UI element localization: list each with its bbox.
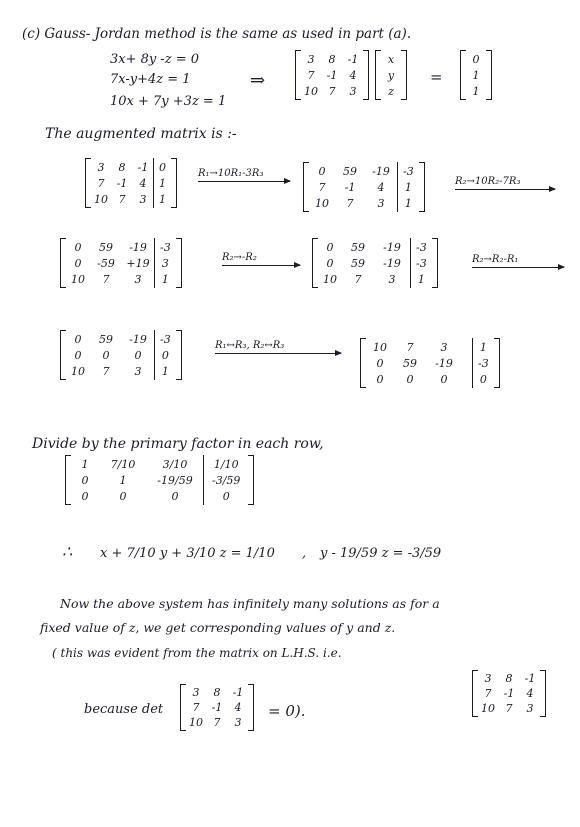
matrix-entry: 59 <box>99 332 113 346</box>
matrix-entry: 10 <box>304 84 318 98</box>
matrix-entry: 0 <box>376 356 384 370</box>
matrix-entry: -19 <box>372 164 390 178</box>
determinant-result: = 0). <box>268 702 306 720</box>
matrix-entry: 10 <box>94 192 108 206</box>
matrix-entry: 10 <box>373 340 387 354</box>
matrix-entry: -19 <box>383 256 401 270</box>
vector-entry: 0 <box>479 372 487 386</box>
augmented-column <box>153 158 171 208</box>
equation-1: 3x+ 8y -z = 0 <box>110 52 200 67</box>
matrix-entry: 7 <box>102 364 110 378</box>
matrix-entry: 7 <box>505 702 513 715</box>
implies-symbol: ⇒ <box>250 70 266 91</box>
matrix-entry: 0 <box>318 164 326 178</box>
matrix-entry: -1 <box>232 686 244 699</box>
vector-entry: 1/10 <box>213 457 239 471</box>
matrix-entry: -1 <box>344 180 356 194</box>
augmented-column <box>397 162 419 212</box>
row-operation-label: R₂→R₂-R₁ <box>472 254 519 265</box>
matrix-entry: 0 <box>440 372 448 386</box>
matrix-entry: 7 <box>192 701 200 714</box>
matrix-entry: -1 <box>116 176 128 190</box>
matrix-entry: 3 <box>234 716 242 729</box>
matrix-entry: -1 <box>326 68 338 82</box>
matrix-cells <box>186 684 248 731</box>
matrix-entry: 7 <box>318 180 326 194</box>
vector-entry: 0 <box>161 348 169 362</box>
side-matrix <box>472 670 546 717</box>
matrix-entry: 4 <box>526 687 534 700</box>
matrix-entry: 0 <box>326 240 334 254</box>
matrix-entry: -19 <box>435 356 453 370</box>
matrix-cells <box>91 158 153 208</box>
matrix-entry: 3 <box>440 340 448 354</box>
matrix-entry: 7 <box>346 196 354 210</box>
row-operation-arrow-3 <box>222 252 300 266</box>
matrix-entry: 3 <box>134 272 142 286</box>
vector-entry: 1 <box>159 176 166 190</box>
matrix-entry: 10 <box>481 702 495 715</box>
matrix-entry: 10 <box>71 364 85 378</box>
matrix-entry: 1 <box>81 457 89 471</box>
part-c-heading: (c) Gauss- Jordan method is the same as used in part (a). <box>22 26 412 42</box>
matrix-entry: 0 <box>102 348 110 362</box>
matrix-entry: 4 <box>139 176 147 190</box>
therefore-symbol: ∴ <box>62 542 73 561</box>
equals-sign: = <box>430 68 443 86</box>
matrix-entry: -19 <box>383 240 401 254</box>
constant-vector <box>460 50 492 100</box>
matrix-entry: -19 <box>129 240 147 254</box>
matrix-entry: 3 <box>484 672 492 685</box>
reduced-matrix <box>65 455 254 505</box>
matrix-entry: 4 <box>234 701 242 714</box>
determinant-matrix <box>180 684 254 731</box>
vector-entry: 1 <box>161 272 169 286</box>
matrix-entry: 3 <box>307 52 315 66</box>
matrix-entry: 3/10 <box>162 457 188 471</box>
augmented-matrix-2 <box>303 162 425 212</box>
matrix-entry: 3 <box>526 702 534 715</box>
matrix-entry: 7 <box>307 68 315 82</box>
augmented-column <box>154 330 176 380</box>
augmented-column <box>410 238 432 288</box>
matrix-entry: 59 <box>99 240 113 254</box>
matrix-entry: 7/10 <box>110 457 136 471</box>
matrix-entry: -19/59 <box>157 473 193 487</box>
matrix-cells <box>366 338 462 388</box>
vector-entry: -3 <box>416 256 427 270</box>
augmented-matrix-4 <box>312 238 438 288</box>
matrix-cells <box>318 238 410 288</box>
matrix-entry: 0 <box>376 372 384 386</box>
matrix-cells <box>301 50 363 100</box>
matrix-entry: 8 <box>328 52 336 66</box>
matrix-entry: 59 <box>343 164 357 178</box>
matrix-entry: -1 <box>137 160 149 174</box>
equation-2: 7x-y+4z = 1 <box>110 72 191 87</box>
vector-entry: 1 <box>159 192 166 206</box>
matrix-entry: 0 <box>74 348 82 362</box>
augmented-column <box>154 238 176 288</box>
matrix-entry: 0 <box>134 348 142 362</box>
matrix-entry: 4 <box>377 180 385 194</box>
conclusion-line-2: fixed value of z, we get corresponding values of y and z. <box>40 620 396 635</box>
matrix-entry: 8 <box>213 686 221 699</box>
matrix-entry: 0 <box>326 256 334 270</box>
matrix-entry: 7 <box>484 687 492 700</box>
vector-entry: 1 <box>472 68 480 82</box>
vector-entry: 1 <box>479 340 487 354</box>
vector-entry: -3 <box>403 164 414 178</box>
matrix-entry: 0 <box>81 489 89 503</box>
matrix-entry: 4 <box>349 68 357 82</box>
because-det-label: because det <box>84 702 164 717</box>
matrix-entry: 10 <box>323 272 337 286</box>
row-operation-arrow-1 <box>198 168 290 182</box>
matrix-entry: 0 <box>406 372 414 386</box>
vector-entry: 1 <box>404 196 412 210</box>
matrix-entry: 59 <box>403 356 417 370</box>
vector-entry: x <box>387 52 395 66</box>
vector-entry: y <box>387 68 395 82</box>
matrix-entry: 3 <box>349 84 357 98</box>
row-operation-label: R₁↔R₃, R₂↔R₃ <box>215 340 285 351</box>
augmented-matrix-5 <box>60 330 182 380</box>
matrix-entry: 0 <box>74 256 82 270</box>
matrix-entry: 59 <box>351 256 365 270</box>
matrix-entry: 7 <box>328 84 336 98</box>
matrix-entry: 3 <box>139 192 147 206</box>
matrix-entry: 0 <box>81 473 89 487</box>
matrix-entry: 0 <box>74 332 82 346</box>
matrix-entry: 0 <box>119 489 127 503</box>
augmented-matrix-6 <box>360 338 500 388</box>
augmented-column <box>472 338 494 388</box>
vector-entry: -3 <box>160 240 171 254</box>
vector-cells <box>381 50 401 100</box>
matrix-entry: 10 <box>71 272 85 286</box>
conclusion-line-3: ( this was evident from the matrix on L.H.S. i.e. <box>52 646 342 660</box>
vector-entry: -3 <box>478 356 489 370</box>
matrix-entry: 0 <box>171 489 179 503</box>
matrix-entry: 3 <box>97 160 105 174</box>
vector-entry: 0 <box>472 52 480 66</box>
divide-label: Divide by the primary factor in each row, <box>32 436 324 452</box>
solution-equation-2: y - 19/59 z = -3/59 <box>320 546 442 561</box>
matrix-entry: 1 <box>119 473 127 487</box>
matrix-entry: 0 <box>74 240 82 254</box>
matrix-cells <box>309 162 397 212</box>
variable-vector <box>375 50 407 100</box>
augmented-column <box>203 455 248 505</box>
vector-entry: 0 <box>222 489 230 503</box>
matrix-entry: 10 <box>189 716 203 729</box>
matrix-cells <box>478 670 540 717</box>
matrix-entry: 7 <box>102 272 110 286</box>
matrix-entry: 3 <box>388 272 396 286</box>
vector-entry: 0 <box>159 160 166 174</box>
matrix-entry: 7 <box>213 716 221 729</box>
equation-3: 10x + 7y +3z = 1 <box>110 94 227 109</box>
row-operation-arrow-2 <box>455 176 555 190</box>
matrix-entry: 3 <box>377 196 385 210</box>
matrix-entry: 3 <box>192 686 200 699</box>
matrix-entry: -1 <box>503 687 515 700</box>
matrix-entry: +19 <box>126 256 150 270</box>
matrix-cells <box>66 238 154 288</box>
solution-separator: , <box>302 546 307 561</box>
row-operation-label: R₂→-R₂ <box>222 252 257 263</box>
matrix-entry: -59 <box>97 256 115 270</box>
matrix-entry: 7 <box>354 272 362 286</box>
augmented-label: The augmented matrix is :- <box>45 126 237 142</box>
matrix-entry: 59 <box>351 240 365 254</box>
vector-entry: 1 <box>161 364 169 378</box>
matrix-entry: 7 <box>406 340 414 354</box>
matrix-entry: -19 <box>129 332 147 346</box>
vector-entry: 1 <box>472 84 480 98</box>
augmented-matrix-1 <box>85 158 177 208</box>
vector-cells <box>466 50 486 100</box>
solution-equation-1: x + 7/10 y + 3/10 z = 1/10 <box>100 546 275 561</box>
matrix-entry: 10 <box>315 196 329 210</box>
conclusion-line-1: Now the above system has infinitely many solutions as for a <box>60 596 440 611</box>
matrix-entry: -1 <box>347 52 359 66</box>
matrix-cells <box>66 330 154 380</box>
vector-entry: -3 <box>160 332 171 346</box>
matrix-entry: -1 <box>524 672 536 685</box>
vector-entry: -3 <box>416 240 427 254</box>
row-operation-label: R₁→10R₁-3R₃ <box>198 168 264 179</box>
row-operation-label: R₂→10R₂-7R₃ <box>455 176 521 187</box>
matrix-entry: 3 <box>134 364 142 378</box>
matrix-cells <box>71 455 203 505</box>
vector-entry: 1 <box>417 272 425 286</box>
vector-entry: -3/59 <box>212 473 241 487</box>
vector-entry: z <box>388 84 394 98</box>
matrix-entry: -1 <box>211 701 223 714</box>
coefficient-matrix <box>295 50 369 100</box>
vector-entry: 3 <box>161 256 169 270</box>
matrix-entry: 8 <box>118 160 126 174</box>
row-operation-arrow-4 <box>472 254 564 268</box>
matrix-entry: 7 <box>97 176 105 190</box>
augmented-matrix-3 <box>60 238 182 288</box>
vector-entry: 1 <box>404 180 412 194</box>
matrix-entry: 8 <box>505 672 513 685</box>
row-operation-arrow-5 <box>215 340 341 354</box>
matrix-entry: 7 <box>118 192 126 206</box>
